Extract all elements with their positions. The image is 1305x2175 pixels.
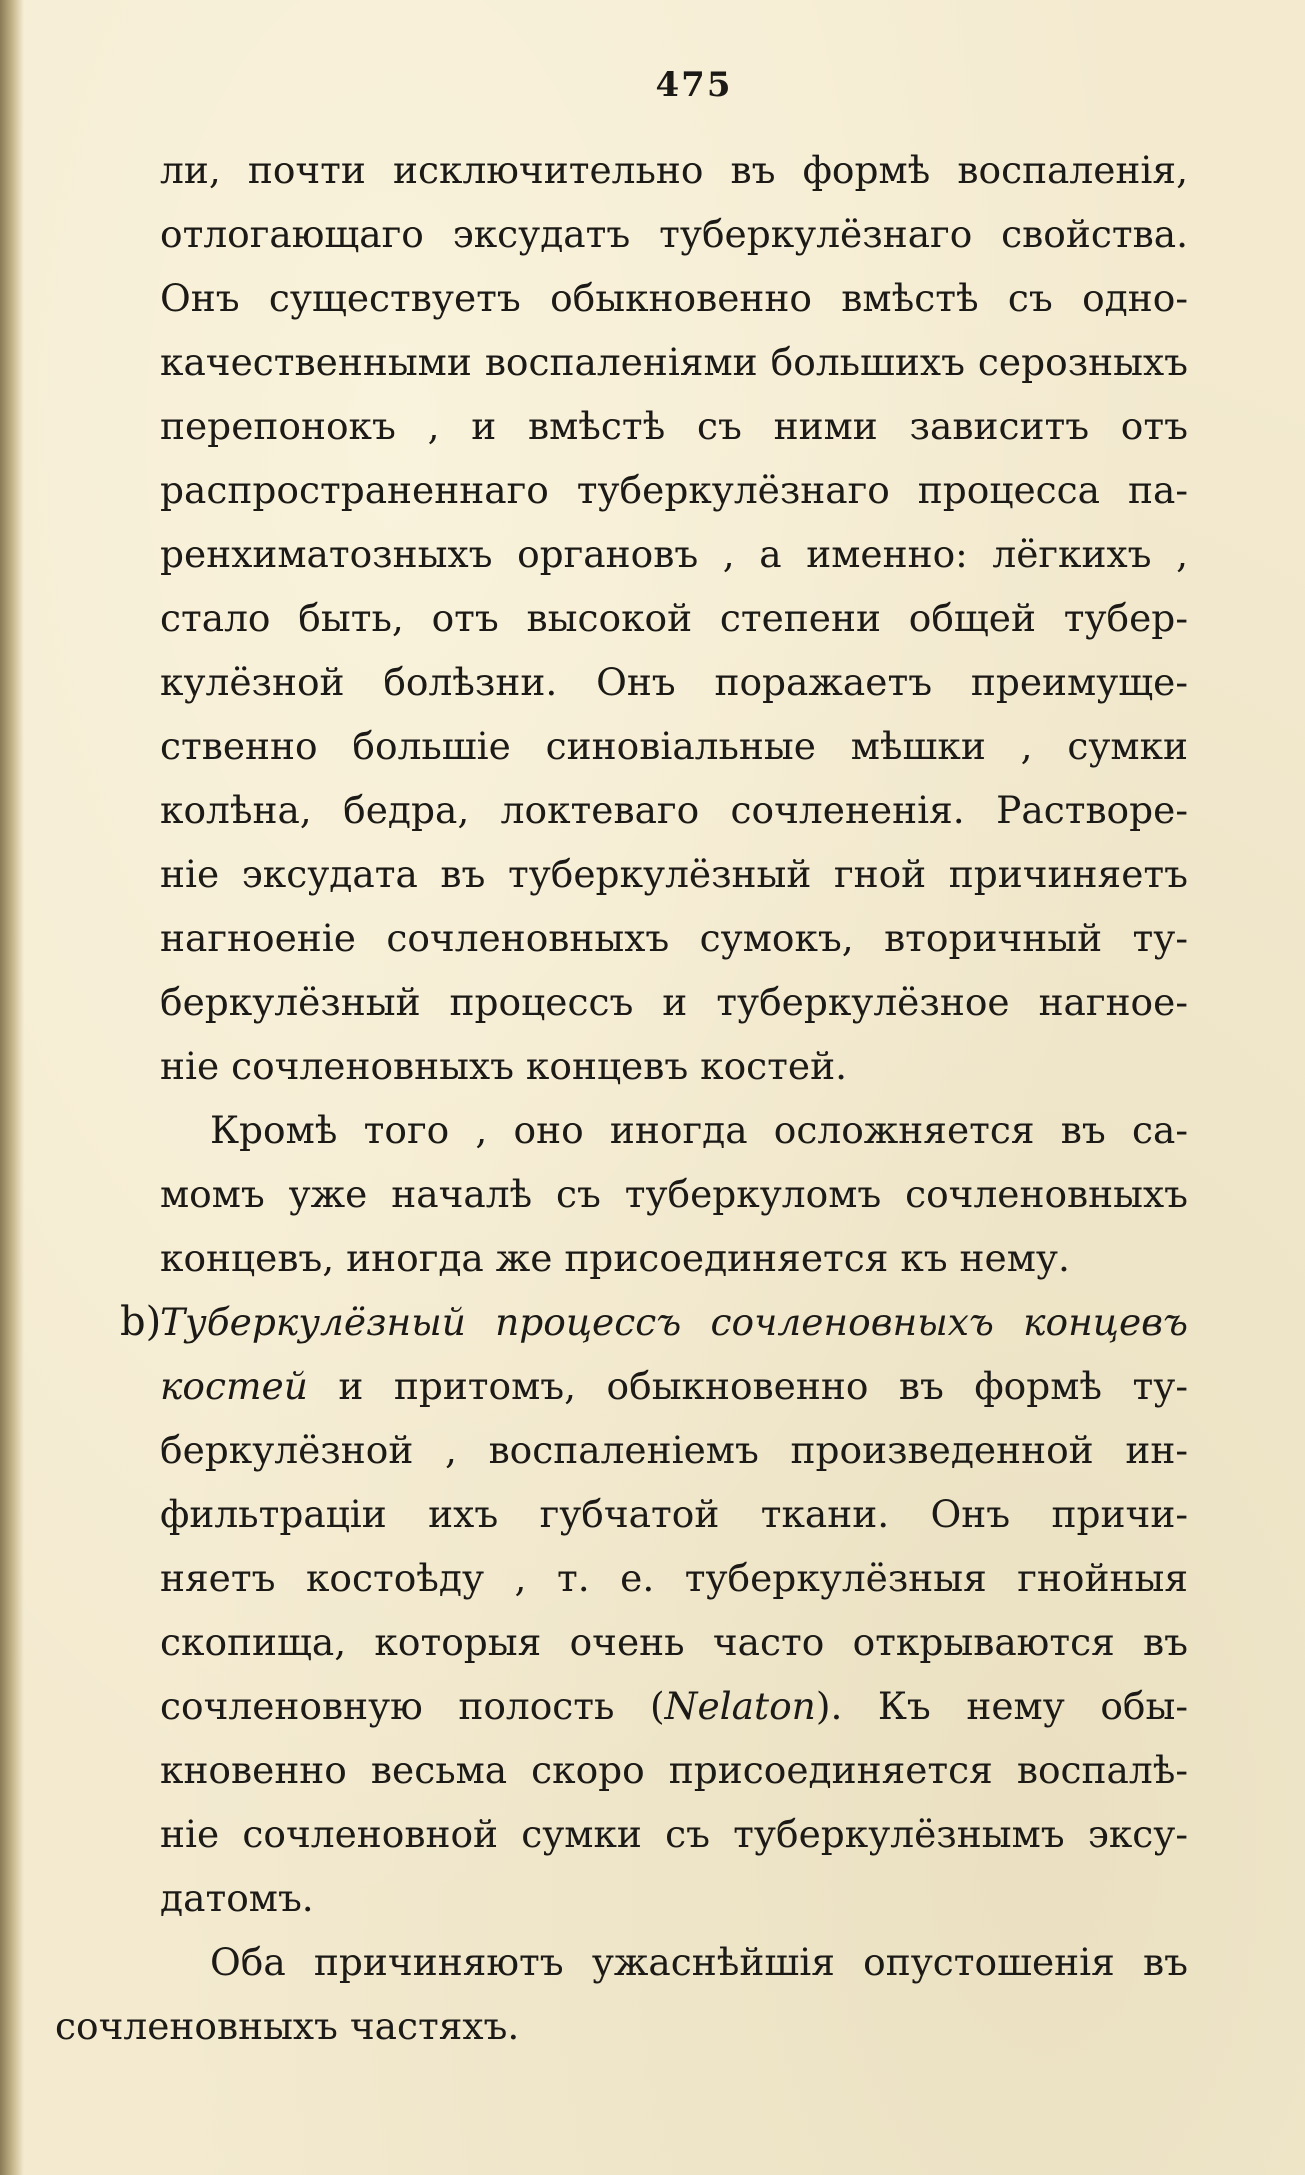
text-line: скопища, которыя очень часто открываются въ — [160, 1620, 1188, 1664]
text-line: Кромѣ того , оно иногда осложняется въ са- — [210, 1108, 1188, 1152]
text-line: няетъ костоѣду , т. е. туберкулёзныя гнойныя — [160, 1556, 1188, 1600]
text-fragment: и притомъ, обыкновенно въ формѣ ту- — [307, 1364, 1188, 1408]
text-line: датомъ. — [160, 1876, 314, 1920]
page-number: 475 — [655, 65, 733, 105]
author-name: Nelaton — [664, 1684, 816, 1728]
text-line: ли, почти исключительно въ формѣ воспаленія, — [160, 148, 1188, 192]
text-line: нагноеніе сочленовныхъ сумокъ, вторичный ту- — [160, 916, 1188, 960]
section-b-heading-line — [120, 1290, 1188, 1354]
text-line: ніе сочленовныхъ концевъ костей. — [160, 1044, 848, 1088]
text-line: беркулёзной , воспаленіемъ произведенной ин- — [160, 1428, 1188, 1472]
text-line: перепонокъ , и вмѣстѣ съ ними зависитъ отъ — [160, 404, 1188, 448]
paragraph-1 — [160, 138, 1188, 1098]
text-fragment: сочленовную полость ( — [160, 1684, 665, 1728]
paragraph-closing — [55, 1930, 1188, 2058]
section-b — [120, 1290, 1188, 1930]
section-b-marker: b) — [120, 1299, 162, 1345]
text-line: беркулёзный процессъ и туберкулёзное нагное- — [160, 980, 1188, 1024]
text-line: стало быть, отъ высокой степени общей тубер- — [160, 596, 1188, 640]
text-line: момъ уже началѣ съ туберкуломъ сочленовныхъ — [160, 1172, 1188, 1216]
text-line: концевъ, иногда же присоединяется къ нему. — [160, 1236, 1070, 1280]
text-line: ственно большіе синовіальные мѣшки , сумки — [160, 724, 1188, 768]
section-b-title: Туберкулёзный процессъ сочленовныхъ концевъ — [160, 1300, 1188, 1344]
text-line: ренхиматозныхъ органовъ , а именно: лёгкихъ , — [160, 532, 1188, 576]
text-line: сочленовныхъ частяхъ. — [55, 2004, 520, 2048]
text-line: Оба причиняютъ ужаснѣйшія опустошенія въ — [210, 1940, 1188, 1984]
text-line: ніе эксудата въ туберкулёзный гной причиняетъ — [160, 852, 1188, 896]
text-line: колѣна, бедра, локтеваго сочлененія. Растворе- — [160, 788, 1188, 832]
text-line — [160, 1674, 1188, 1738]
text-line — [160, 1354, 1188, 1418]
text-line: отлогающаго эксудатъ туберкулёзнаго свойства. — [160, 212, 1188, 256]
text-fragment: ). Къ нему обы- — [815, 1684, 1188, 1728]
text-line: кновенно весьма скоро присоединяется воспалѣ- — [160, 1748, 1188, 1792]
page-spine-shadow — [0, 0, 24, 2175]
text-line: кулёзной болѣзни. Онъ поражаетъ преимуще- — [160, 660, 1188, 704]
section-b-title-cont: костей — [160, 1364, 308, 1408]
text-line: фильтраціи ихъ губчатой ткани. Онъ причи- — [160, 1492, 1188, 1536]
text-line: ніе сочленовной сумки съ туберкулёзнымъ эксу- — [160, 1812, 1188, 1856]
text-line: Онъ существуетъ обыкновенно вмѣстѣ съ одно- — [160, 276, 1188, 320]
text-line: качественными воспаленіями большихъ серозныхъ — [160, 340, 1188, 384]
text-line: распространеннаго туберкулёзнаго процесса па- — [160, 468, 1188, 512]
book-page — [55, 60, 1188, 2058]
paragraph-2 — [160, 1098, 1188, 1290]
